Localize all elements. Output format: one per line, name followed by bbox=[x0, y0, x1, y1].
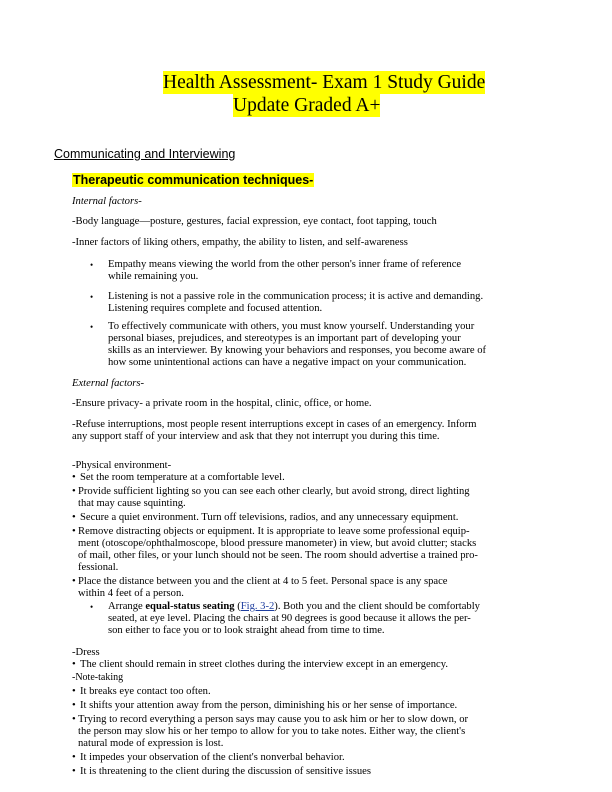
note-taking-heading: -Note-taking bbox=[72, 672, 124, 683]
external-refuse-line-1: -Refuse interruptions, most people resent interruptions except in cases of an emergency. Inform bbox=[72, 419, 477, 430]
note-item-record-3: natural mode of expression is lost. bbox=[78, 738, 224, 749]
bullet-icon: • bbox=[72, 700, 76, 711]
bullet-icon: • bbox=[72, 526, 76, 537]
empathy-line-2: while remaining you. bbox=[108, 271, 199, 282]
physical-item-lighting-2: that may cause squinting. bbox=[78, 498, 186, 509]
physical-item-temperature: Set the room temperature at a comfortable level. bbox=[80, 472, 285, 483]
bullet-icon: • bbox=[72, 576, 76, 587]
know-yourself-line-1: To effectively communicate with others, you must know yourself. Understanding your bbox=[108, 321, 475, 332]
bullet-icon: • bbox=[90, 260, 94, 270]
note-item-record-1: Trying to record everything a person says may cause you to ask him or her to slow down, or bbox=[78, 714, 469, 725]
section-heading: Communicating and Interviewing bbox=[54, 147, 236, 161]
seating-text-pre: Arrange bbox=[108, 601, 146, 612]
bullet-icon: • bbox=[72, 766, 76, 777]
physical-item-distance-2: within 4 feet of a person. bbox=[78, 588, 184, 599]
note-item-shifts-attention: It shifts your attention away from the person, diminishing his or her sense of importance. bbox=[80, 700, 458, 711]
listening-line-2: Listening requires complete and focused attention. bbox=[108, 303, 323, 314]
note-item-nonverbal: It impedes your observation of the client's nonverbal behavior. bbox=[80, 752, 345, 763]
internal-factors-heading: Internal factors- bbox=[72, 196, 142, 207]
seating-line-3: son either to face you or to look straight ahead from time to time. bbox=[108, 625, 385, 636]
internal-line-body-language: -Body language—posture, gestures, facial expression, eye contact, foot tapping, touch bbox=[72, 216, 437, 227]
seating-paren: ( bbox=[234, 601, 241, 612]
bullet-icon: • bbox=[72, 472, 76, 483]
bullet-icon: • bbox=[72, 512, 76, 523]
bullet-icon: • bbox=[90, 322, 94, 332]
bullet-icon: • bbox=[72, 752, 76, 763]
bullet-icon: • bbox=[90, 602, 94, 612]
physical-item-remove-1: Remove distracting objects or equipment. It is appropriate to leave some professional equip- bbox=[78, 526, 470, 537]
seating-line-2: seated, at eye level. Placing the chairs at 90 degrees is good because it allows the per- bbox=[108, 613, 471, 624]
external-refuse-line-2: any support staff of your interview and ask that they not interrupt you during this time. bbox=[72, 431, 440, 442]
physical-item-remove-4: fessional. bbox=[78, 562, 119, 573]
seating-text-rest: ). Both you and the client should be comfortably bbox=[274, 601, 480, 612]
subsection-heading: Therapeutic communication techniques- bbox=[73, 173, 314, 187]
physical-item-remove-3: of mail, other files, or your lunch should not be seen. The room should advertise a trained pro- bbox=[78, 550, 478, 561]
bullet-icon: • bbox=[72, 659, 76, 670]
note-item-eye-contact: It breaks eye contact too often. bbox=[80, 686, 211, 697]
bullet-icon: • bbox=[72, 686, 76, 697]
listening-line-1: Listening is not a passive role in the communication process; it is active and demanding. bbox=[108, 291, 484, 302]
know-yourself-line-3: skills as an interviewer. By knowing your behaviors and responses, you become aware of bbox=[108, 345, 487, 356]
physical-environment-heading: -Physical environment- bbox=[72, 460, 172, 471]
external-factors-heading: External factors- bbox=[72, 378, 145, 389]
document-title-line-2: Update Graded A+ bbox=[233, 95, 381, 116]
figure-link[interactable]: Fig. 3-2 bbox=[240, 601, 275, 612]
bullet-icon: • bbox=[90, 292, 94, 302]
empathy-line-1: Empathy means viewing the world from the other person's inner frame of reference bbox=[108, 259, 462, 270]
dress-heading: -Dress bbox=[72, 647, 100, 658]
seating-bold-term: equal-status seating bbox=[145, 601, 235, 612]
dress-item: The client should remain in street clothes during the interview except in an emergency. bbox=[80, 659, 449, 670]
internal-line-inner-factors: -Inner factors of liking others, empathy, the ability to listen, and self-awareness bbox=[72, 237, 408, 248]
know-yourself-line-2: personal biases, prejudices, and stereotypes is an important part of developing your bbox=[108, 333, 461, 344]
document-title-line-1: Health Assessment- Exam 1 Study Guide bbox=[163, 72, 486, 93]
bullet-icon: • bbox=[72, 486, 76, 497]
seating-line-1 bbox=[108, 601, 480, 614]
physical-item-remove-2: ment (otoscope/ophthalmoscope, blood pressure manometer) in view, but avoid clutter; stacks bbox=[78, 538, 477, 549]
physical-item-distance-1: Place the distance between you and the client at 4 to 5 feet. Personal space is any space bbox=[78, 576, 448, 587]
external-privacy-line: -Ensure privacy- a private room in the hospital, clinic, office, or home. bbox=[72, 398, 372, 409]
bullet-icon: • bbox=[72, 714, 76, 725]
physical-item-lighting-1: Provide sufficient lighting so you can see each other clearly, but avoid strong, direct lighting bbox=[78, 486, 470, 497]
note-item-record-2: the person may slow his or her tempo to allow for you to take notes. Either way, the client's bbox=[78, 726, 466, 737]
note-item-threatening: It is threatening to the client during the discussion of sensitive issues bbox=[80, 766, 371, 777]
know-yourself-line-4: how some unintentional actions can have a negative impact on your communication. bbox=[108, 357, 467, 368]
physical-item-quiet: Secure a quiet environment. Turn off televisions, radios, and any unnecessary equipment. bbox=[80, 512, 459, 523]
